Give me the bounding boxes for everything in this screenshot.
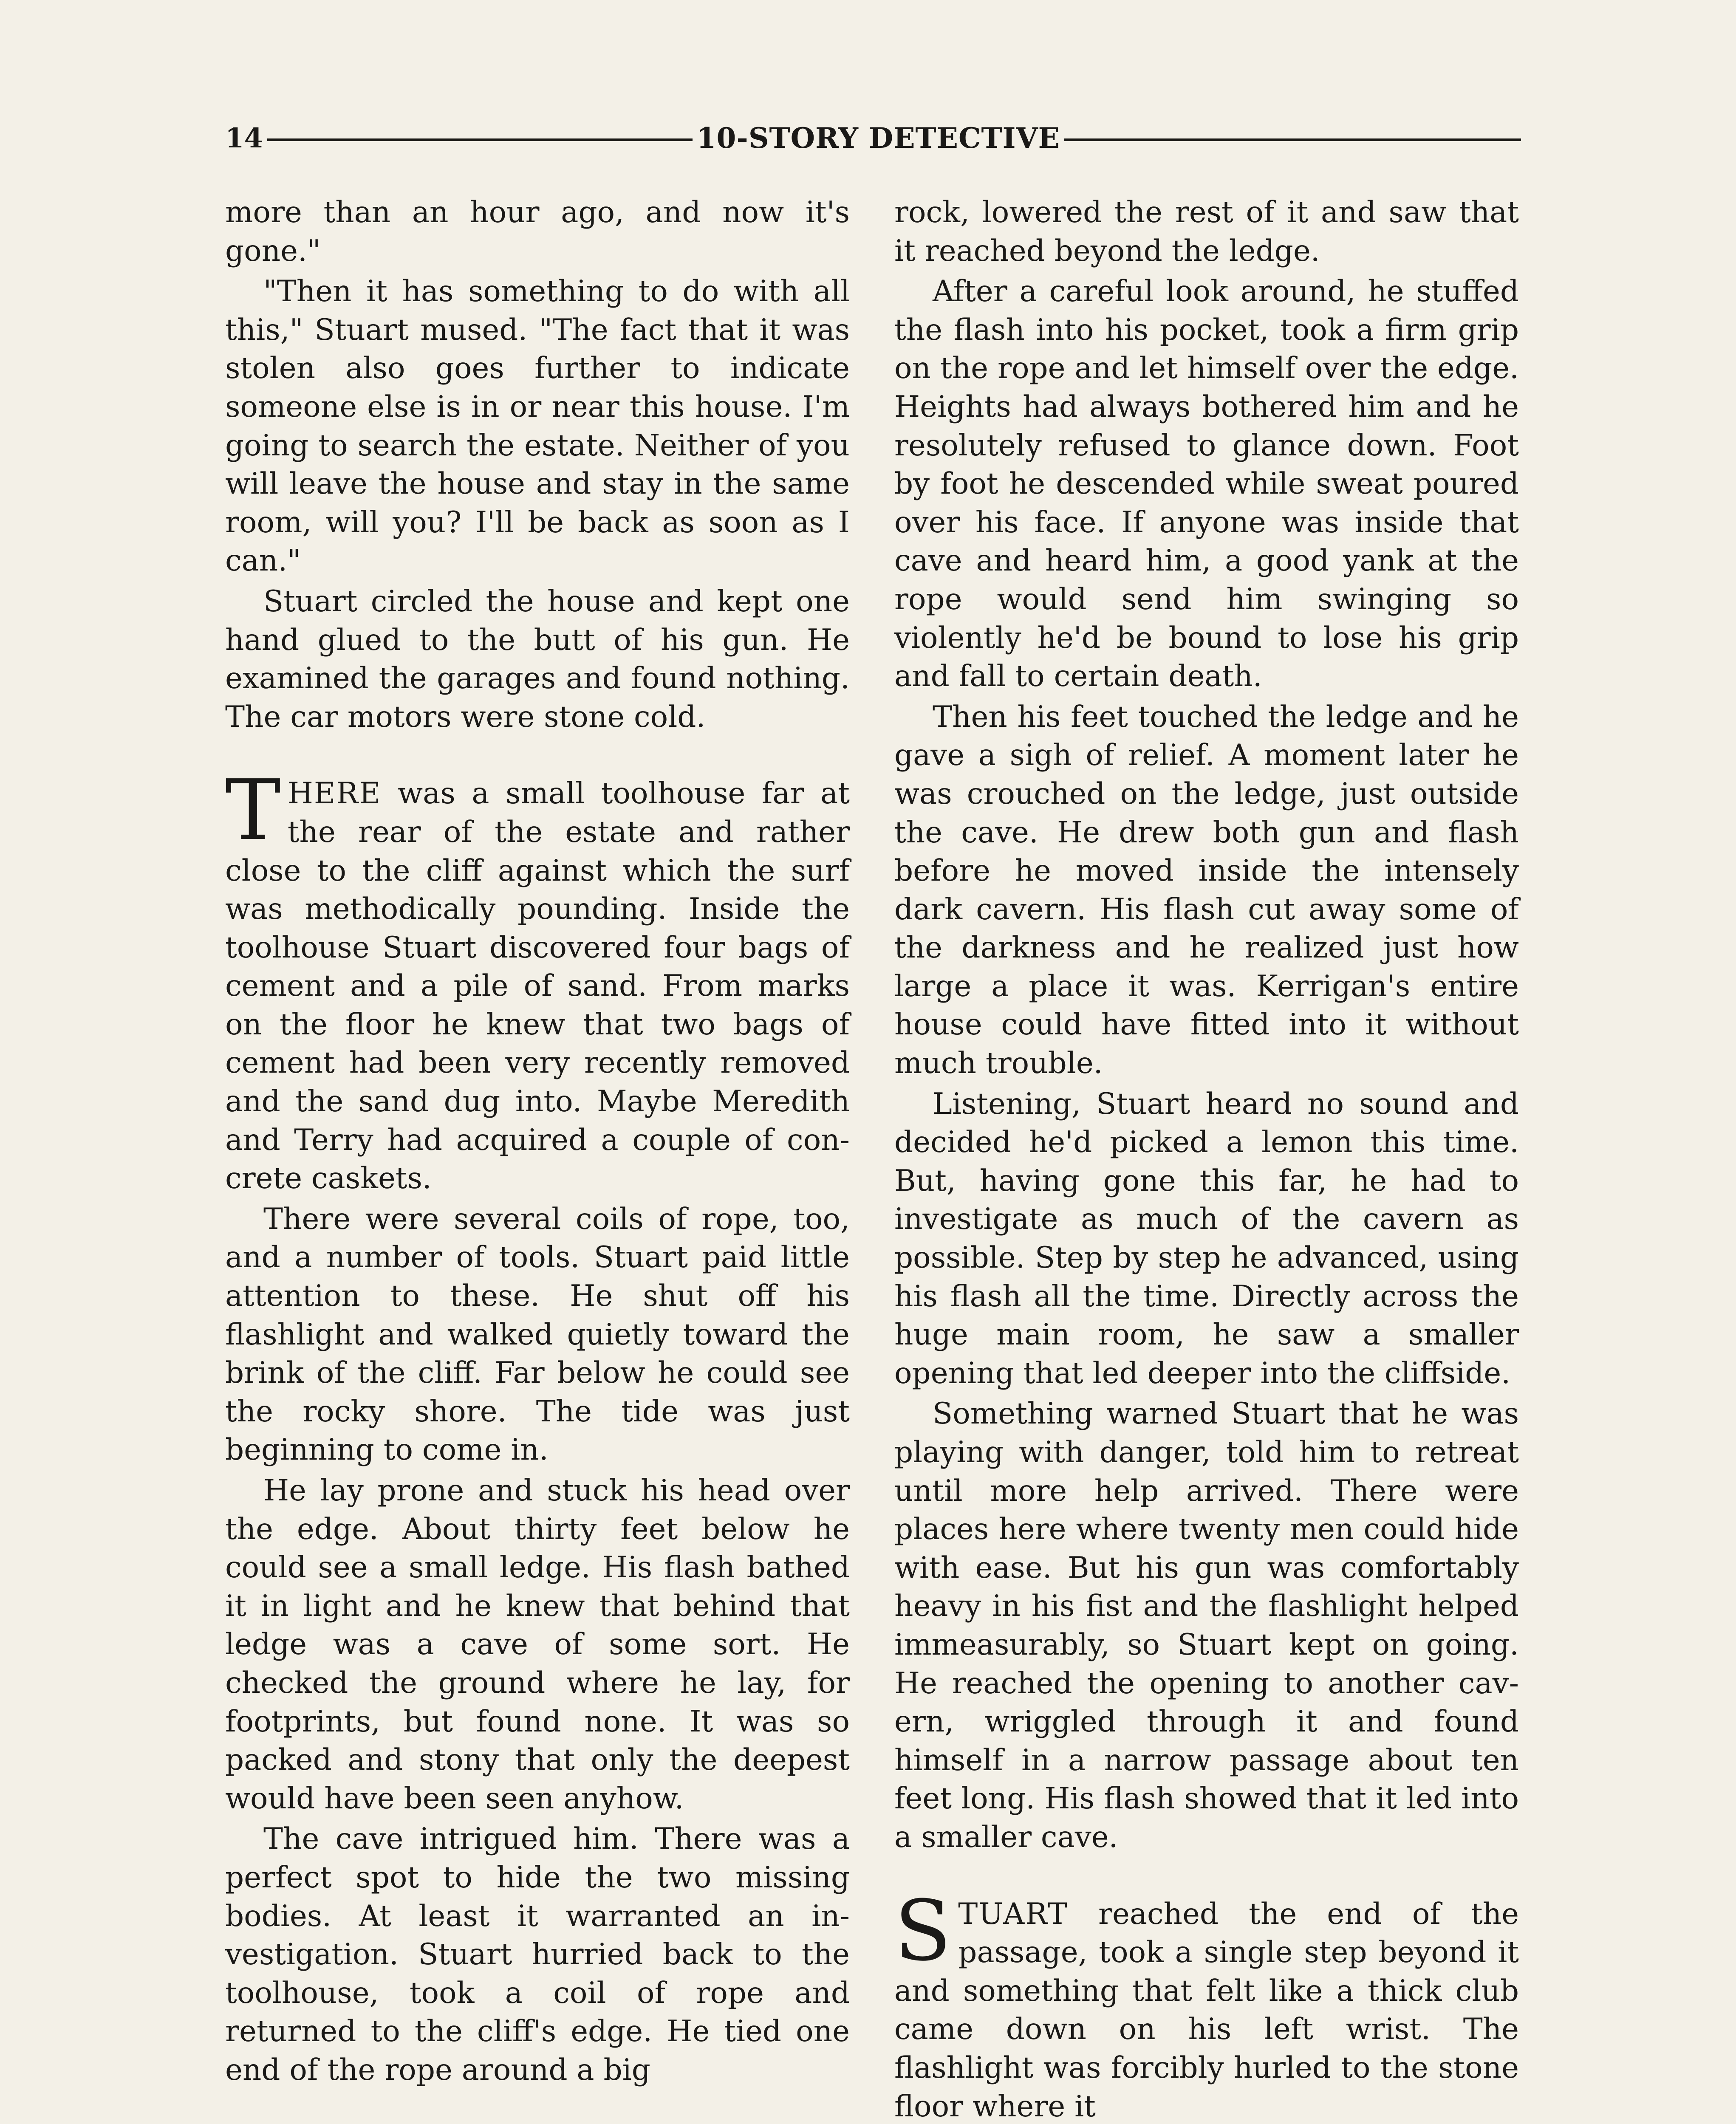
paragraph: "Then it has something to do with all this," Stuart mused. "The fact that it was stolen also goes further to indicate someone else is in or near this house. I'm going to search the estate. Neither of you will leave the house and stay in the same room, will you? I'll be back as soon as I can."	[225, 274, 850, 578]
right-column	[894, 193, 1519, 2124]
left-column	[225, 193, 850, 2092]
paragraph: Then his feet touched the ledge and he gave a sigh of relief. A moment later he was crouched on the ledge, just outside the cave. He drew both gun and flash before he moved inside the intensely dark cavern. His flash cut away some of the darkness and he realized just how large a place it was. Kerrigan's entire house could have fitted into it without much trouble.	[894, 700, 1519, 1081]
paragraph-text: reached the end of the passage, took a single step beyond it and something that felt like a thick club came down on his left wrist. The flashlight was forcibly hurled to the stone floor where it	[894, 1897, 1519, 2124]
paragraph: rock, lowered the rest of it and saw that it reached beyond the ledge.	[894, 195, 1519, 268]
drop-cap: T	[225, 762, 281, 859]
paragraph: There were several coils of rope, too, and a number of tools. Stuart paid little attention to these. He shut off his flashlight and walked quietly toward the brink of the cliff. Far below he could see the rocky shore. The tide was just beginning to come in.	[225, 1202, 850, 1467]
running-head	[225, 119, 1525, 157]
header-rule-left	[267, 138, 693, 141]
lead-in: TUART	[958, 1897, 1068, 1931]
magazine-title: 10-STORY DETECTIVE	[696, 121, 1060, 155]
paragraph: Listening, Stuart heard no sound and decided he'd picked a lemon this time. But, having gone this far, he had to investigate as much of the cavern as possible. Step by step he advanced, using his flash all the time. Directly across the huge main room, he saw a smaller opening that led deeper into the cliffside.	[894, 1087, 1519, 1390]
paragraph: more than an hour ago, and now it's gone."	[225, 195, 850, 268]
paragraph: The cave intrigued him. There was a perfect spot to hide the two missing bodies. At least it warranted an investigation. Stuart hurried back to the toolhouse, took a coil of rope and returned to the cliff's edge. He tied one end of the rope around a big	[225, 1822, 850, 2087]
header-rule-right	[1064, 138, 1521, 141]
drop-cap: S	[894, 1882, 952, 1980]
paragraph: Something warned Stuart that he was playing with danger, told him to retreat until more help arrived. There were places here where twenty men could hide with ease. But his gun was comfortably heavy in his fist and the flashlight helped immeasurably, so Stuart kept on going. He reached the opening to another cavern, wriggled through it and found himself in a narrow passage about ten feet long. His flash showed that it led into a smaller cave.	[894, 1397, 1519, 1854]
section-opening-paragraph	[225, 762, 850, 1198]
paragraph: Stuart circled the house and kept one hand glued to the butt of his gun. He examined the garages and found nothing. The car motors were stone cold.	[225, 584, 850, 734]
page-number: 14	[225, 122, 263, 154]
paragraph: He lay prone and stuck his head over the edge. About thirty feet below he could see a small ledge. His flash bathed it in light and he knew that behind that ledge was a cave of some sort. He checked the ground where he lay, for footprints, but found none. It was so packed and stony that only the deepest would have been seen anyhow.	[225, 1474, 850, 1816]
section-opening-paragraph	[894, 1882, 1519, 2124]
lead-in: HERE	[287, 777, 382, 811]
paragraph-text: was a small toolhouse far at the rear of the estate and rather close to the cliff against which the surf was methodically pounding. Inside the toolhouse Stuart discovered four bags of cement and a pile of sand. From marks on the floor he knew that two bags of cement had been very recently removed and the sand dug into. Maybe Meredith and Terry had acquired a couple of concrete caskets.	[225, 777, 850, 1196]
paragraph: After a careful look around, he stuffed the flash into his pocket, took a firm grip on the rope and let himself over the edge. Heights had always bothered him and he resolutely refused to glance down. Foot by foot he descended while sweat poured over his face. If anyone was inside that cave and heard him, a good yank at the rope would send him swinging so violently he'd be bound to lose his grip and fall to certain death.	[894, 274, 1519, 694]
